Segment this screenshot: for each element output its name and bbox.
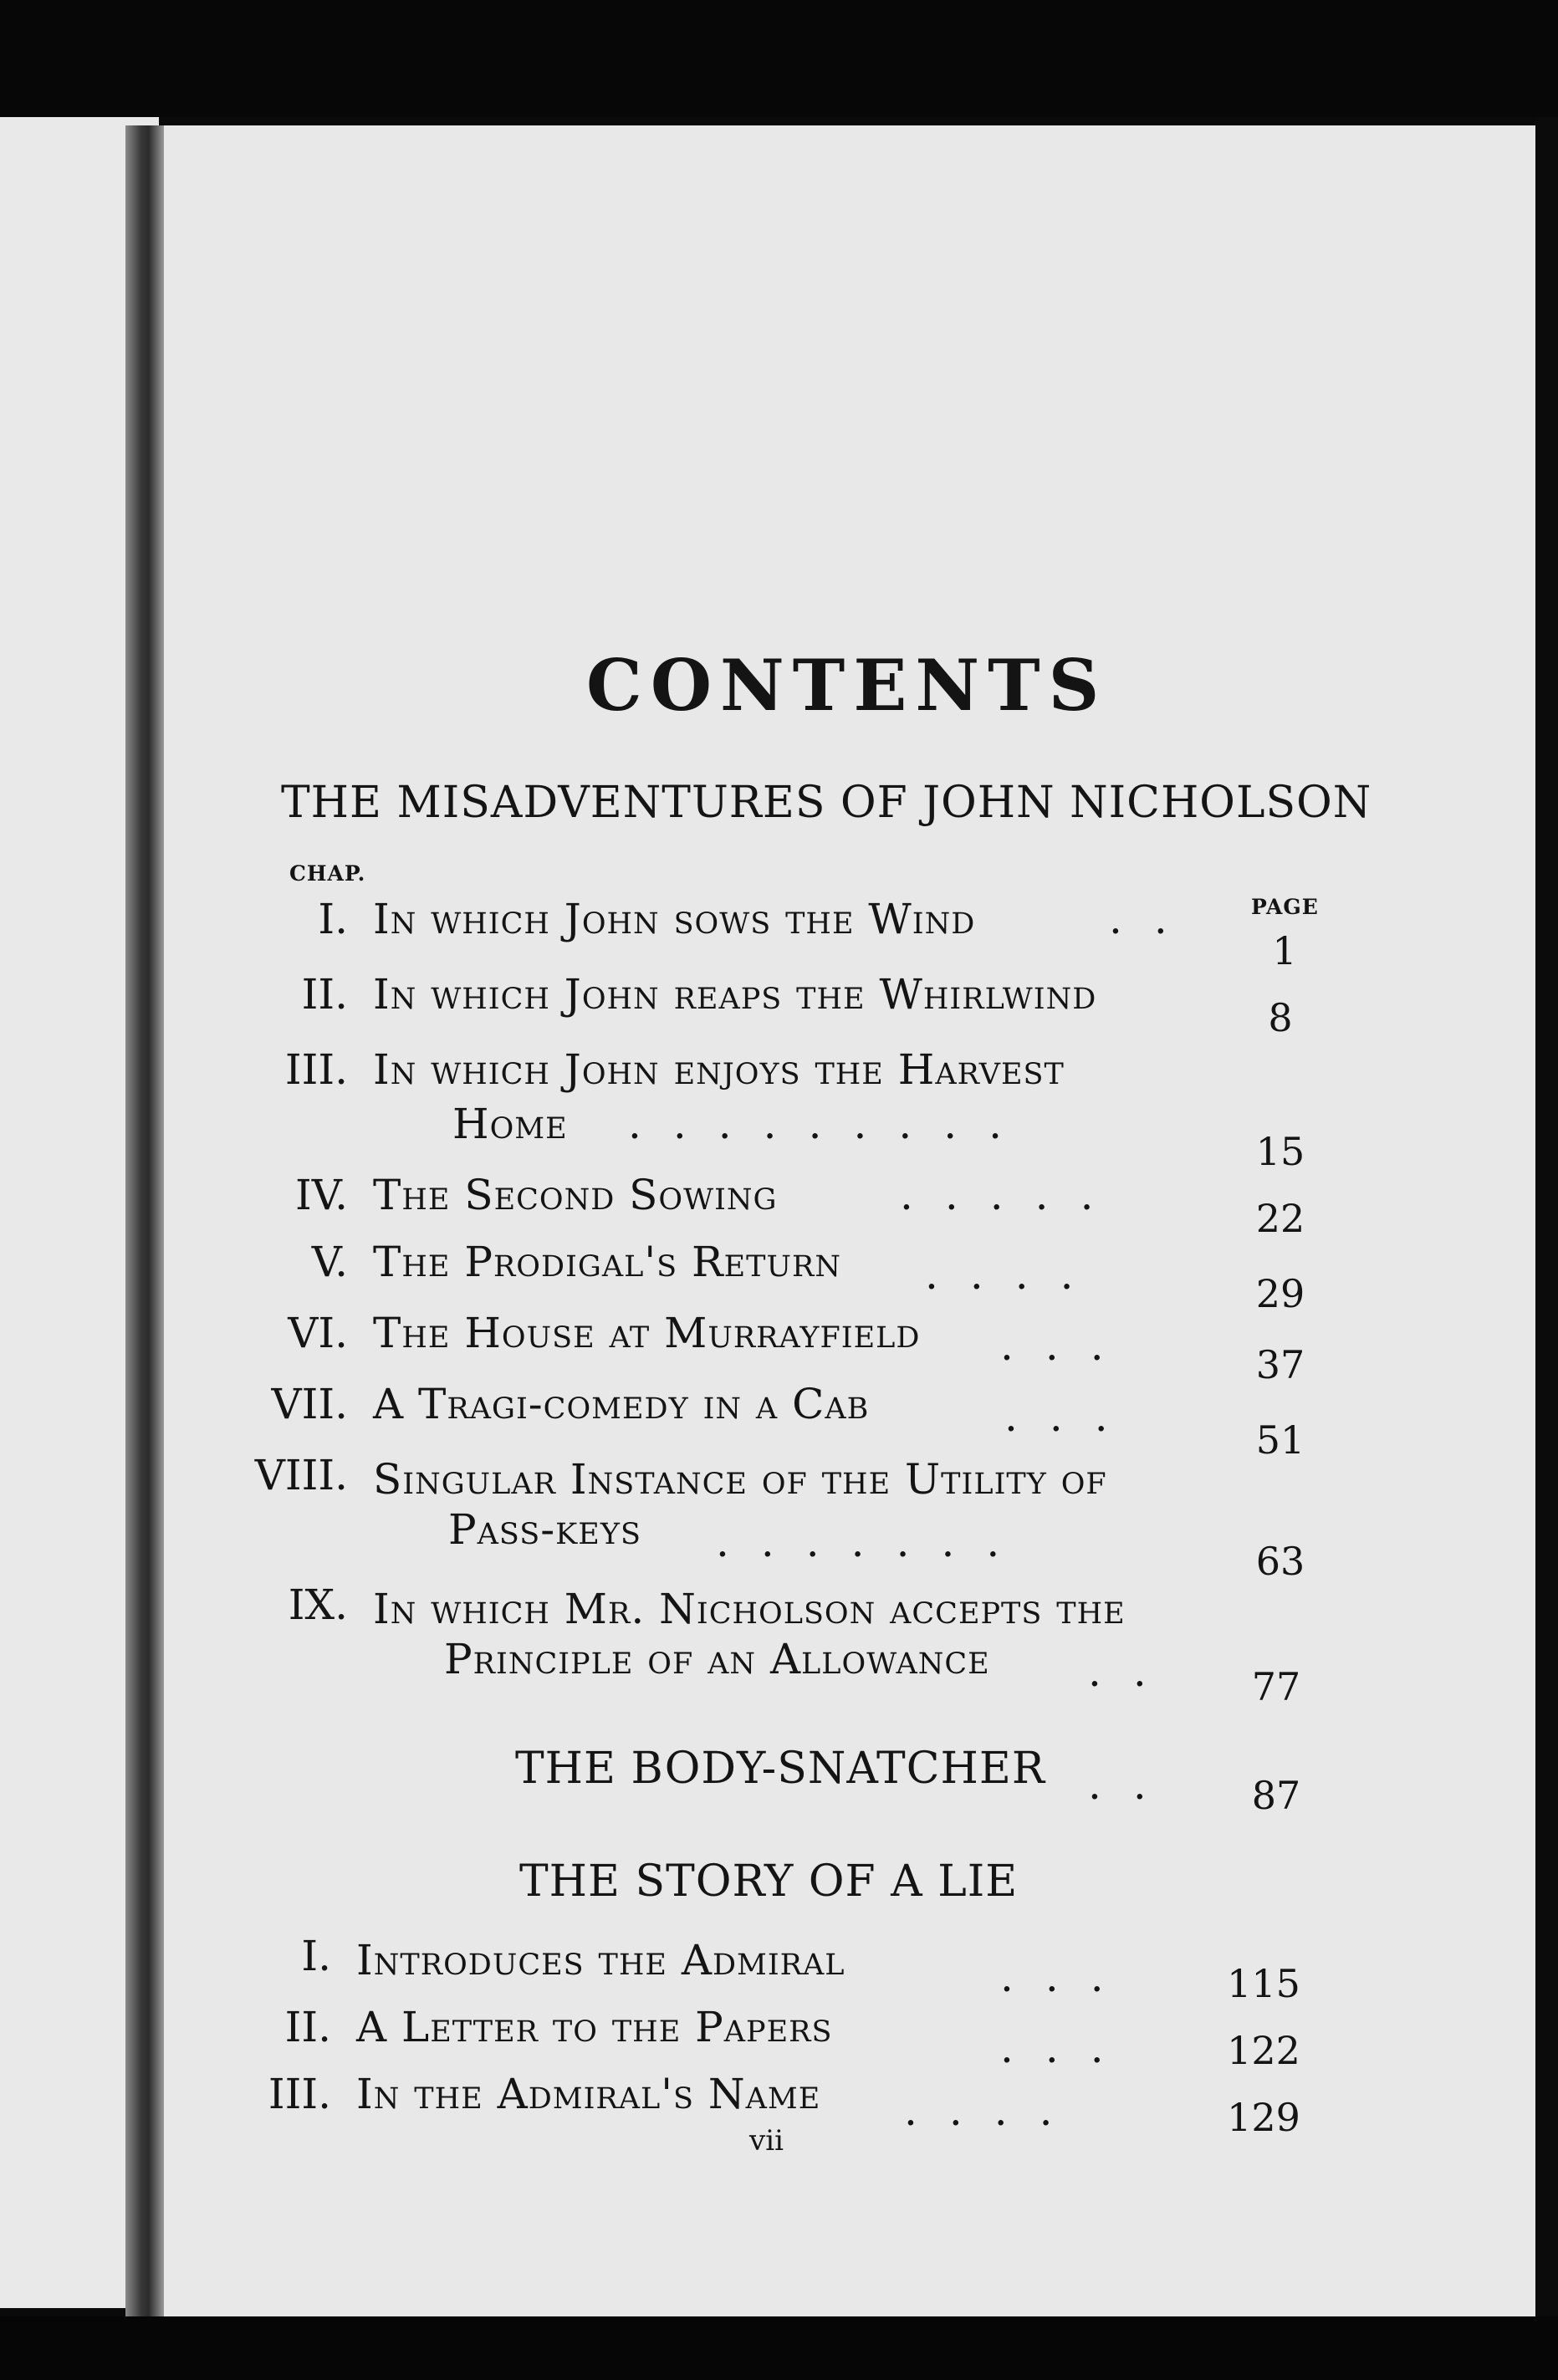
entry-page-number: 87 — [1251, 1773, 1301, 1818]
dot-leader: ... — [1000, 1321, 1136, 1370]
dot-leader: .... — [904, 2086, 1085, 2135]
dot-leader: ..... — [900, 1171, 1126, 1219]
dot-leader: ... — [1004, 1392, 1140, 1441]
entry-title: In which John enjoys the Harvest — [373, 1045, 1065, 1094]
entry-page-number: 8 — [1268, 995, 1293, 1040]
entry-title: In which John reaps the Whirlwind — [373, 970, 1097, 1019]
entry-numeral: II. — [301, 970, 348, 1019]
entry-title: A Letter to the Papers — [356, 2003, 833, 2051]
entry-numeral: III. — [268, 2070, 331, 2118]
chap-label: CHAP. — [289, 861, 366, 886]
dot-leader: .. — [1088, 1647, 1178, 1696]
entry-page-number: 22 — [1255, 1196, 1305, 1241]
entry-title-continued: Home — [452, 1100, 568, 1148]
entry-title: In which Mr. Nicholson accepts the — [373, 1585, 1126, 1633]
entry-numeral: III. — [284, 1045, 348, 1094]
dot-leader: ....... — [716, 1518, 1032, 1566]
entry-page-number: 129 — [1227, 2095, 1300, 2140]
entry-page-number: 115 — [1227, 1961, 1300, 2006]
entry-title: Introduces the Admiral — [356, 1936, 845, 1984]
dot-leader: .... — [925, 1250, 1106, 1299]
entry-page-number: 29 — [1255, 1271, 1305, 1316]
section-heading-body-snatcher: THE BODY-SNATCHER — [515, 1744, 1045, 1794]
entry-title: A Tragi-comedy in a Cab — [373, 1380, 870, 1428]
entry-title: In which John sows the Wind — [373, 895, 976, 943]
entry-title: The House at Murrayfield — [373, 1309, 921, 1357]
scan-border-right — [1535, 117, 1558, 2325]
page-title: CONTENTS — [586, 644, 1108, 727]
entry-title: In the Admiral's Name — [356, 2070, 821, 2118]
dot-leader: .. — [1088, 1760, 1178, 1809]
entry-numeral: IV. — [294, 1171, 348, 1219]
section-heading-story-of-a-lie: THE STORY OF A LIE — [519, 1857, 1019, 1907]
dot-leader: .. — [1109, 895, 1199, 943]
entry-numeral: VI. — [288, 1309, 348, 1357]
page-label: PAGE — [1251, 895, 1319, 919]
book-gutter — [125, 125, 164, 2316]
scan-border-bottom — [0, 2316, 1558, 2380]
entry-page-number: 51 — [1255, 1417, 1305, 1463]
entry-page-number: 15 — [1255, 1129, 1305, 1174]
entry-page-number: 63 — [1255, 1539, 1305, 1584]
entry-page-number: 77 — [1251, 1664, 1301, 1709]
entry-title-continued: Pass-keys — [448, 1505, 641, 1554]
entry-numeral: I. — [301, 1932, 331, 1980]
dot-leader: ... — [1000, 2024, 1136, 2072]
dot-leader: ... — [1000, 1953, 1136, 2001]
entry-title: Singular Instance of the Utility of — [373, 1455, 1107, 1504]
entry-title-continued: Principle of an Allowance — [444, 1635, 990, 1683]
entry-numeral: VIII. — [254, 1451, 348, 1499]
entry-title: The Prodigal's Return — [373, 1238, 841, 1286]
entry-numeral: VII. — [271, 1380, 348, 1428]
scan-border-top — [0, 0, 1558, 117]
entry-numeral: II. — [284, 2003, 331, 2051]
contents-page — [164, 125, 1535, 2325]
entry-page-number: 122 — [1227, 2028, 1300, 2073]
section-heading-misadventures: THE MISADVENTURES OF JOHN NICHOLSON — [281, 778, 1372, 828]
entry-numeral: V. — [311, 1238, 348, 1286]
entry-page-number: 37 — [1255, 1342, 1305, 1387]
dot-leader: ......... — [628, 1100, 1034, 1148]
entry-page-number: 1 — [1272, 928, 1297, 973]
entry-title: The Second Sowing — [373, 1171, 778, 1219]
page-folio: vii — [749, 2124, 784, 2158]
entry-numeral: IX. — [288, 1581, 348, 1629]
entry-numeral: I. — [318, 895, 348, 943]
